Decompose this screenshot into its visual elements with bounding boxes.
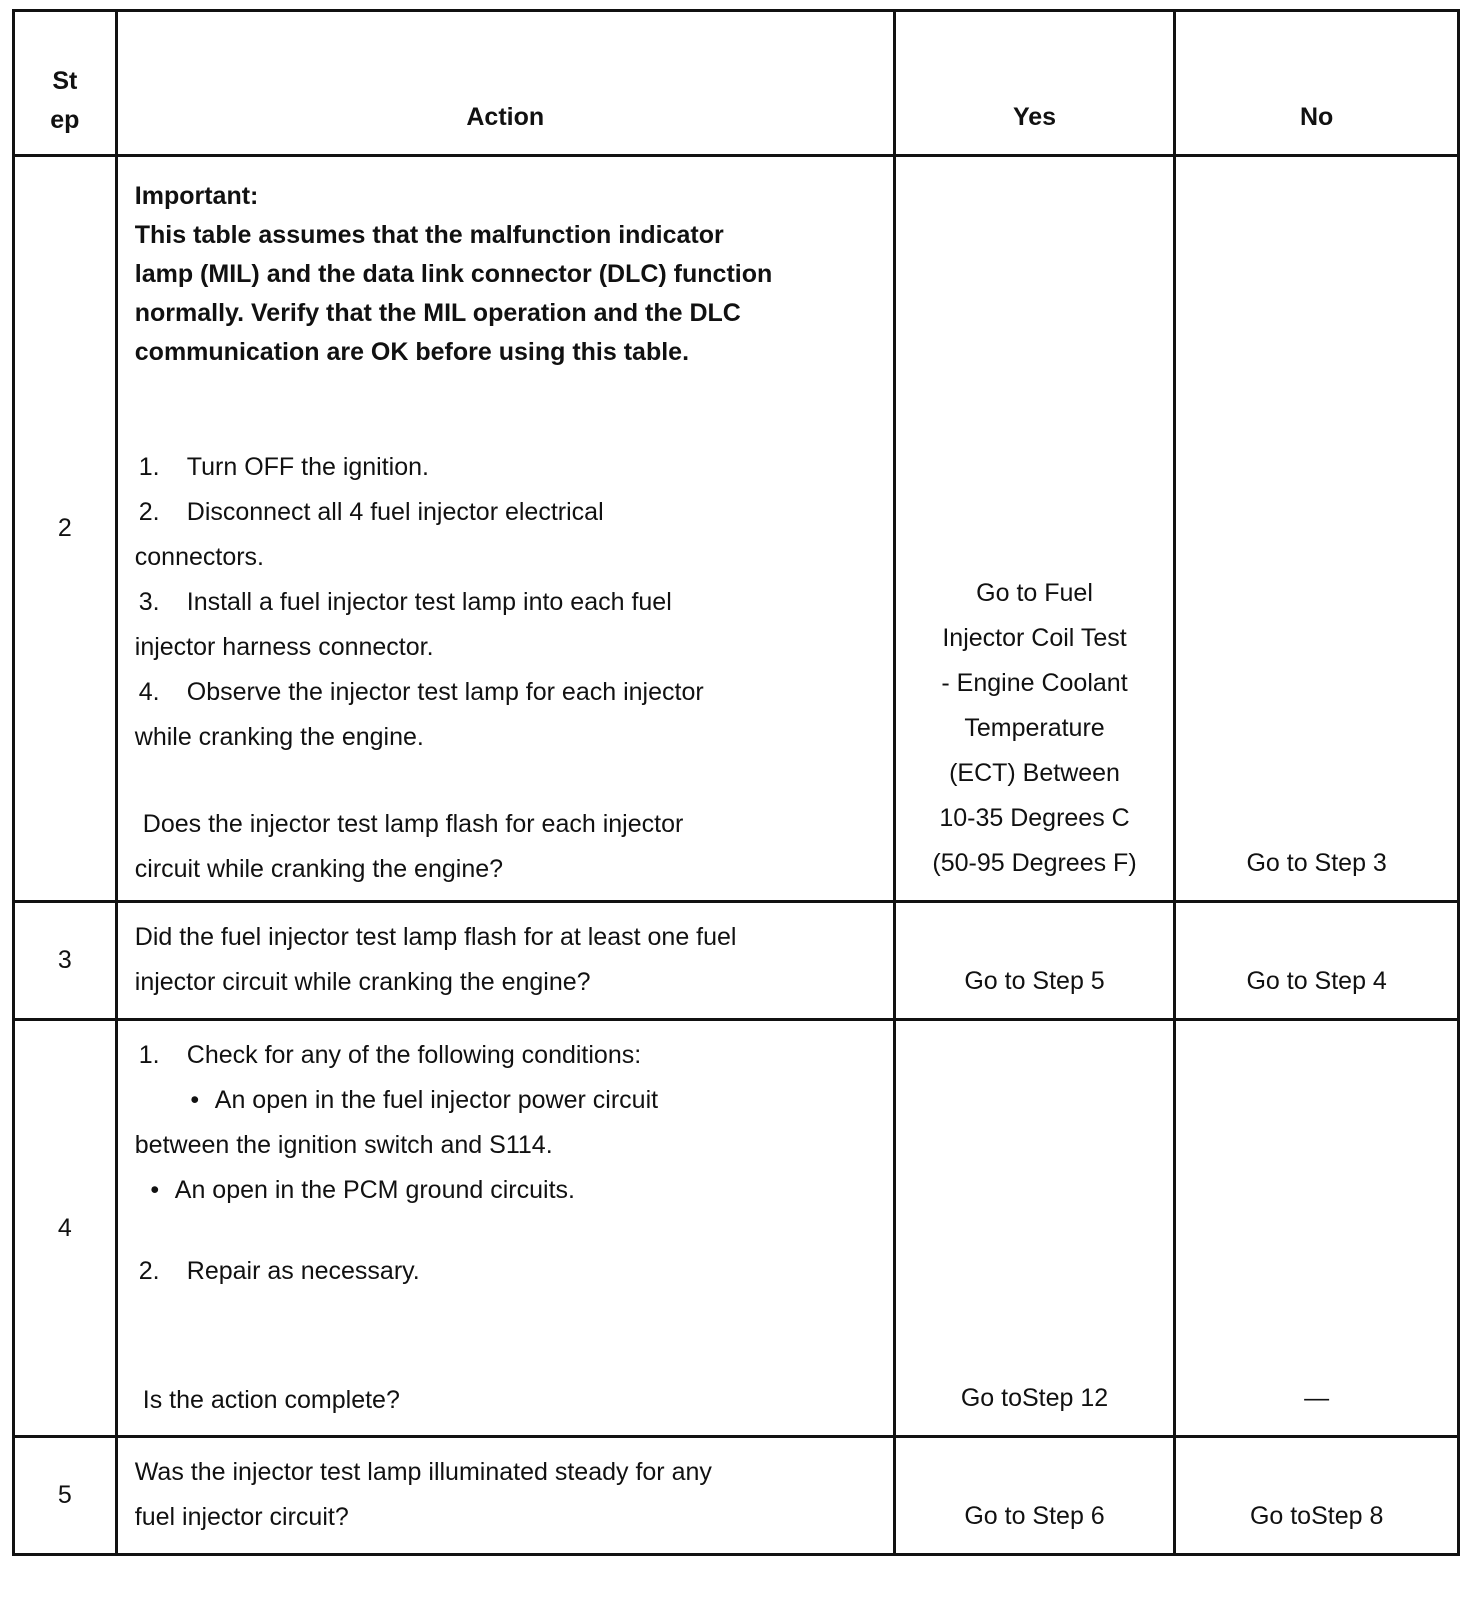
no-cell: Go to Step 4 — [1175, 902, 1459, 1020]
diagnostic-table — [12, 9, 1460, 1556]
important-note — [135, 157, 879, 372]
step-number: 5 — [14, 1437, 117, 1555]
question-line: injector circuit while cranking the engine? — [134, 968, 591, 996]
question-line: Did the fuel injector test lamp flash for at least one fuel — [134, 923, 737, 951]
step-number: 3 — [14, 902, 117, 1020]
list-item-cont: injector harness connector. — [134, 633, 434, 661]
procedure-list — [135, 445, 879, 760]
important-line: normally. Verify that the MIL operation and the DLC — [134, 299, 741, 327]
question: Is the action complete? — [142, 1386, 400, 1414]
list-item-cont: while cranking the engine. — [134, 723, 424, 751]
table-row-step-4 — [14, 1020, 1459, 1437]
table-row-step-5 — [14, 1437, 1459, 1555]
header-step-line1: St — [52, 67, 78, 95]
yes-line: (ECT) Between — [949, 759, 1120, 787]
header-step-line2: ep — [50, 106, 80, 134]
action-cell — [116, 902, 894, 1020]
yes-line: - Engine Coolant — [941, 669, 1128, 697]
header-step — [14, 11, 117, 156]
list-item: 3. Install a fuel injector test lamp into each fuel — [138, 588, 672, 616]
question-line: fuel injector circuit? — [134, 1503, 349, 1531]
question-line: Was the injector test lamp illuminated steady for any — [134, 1458, 712, 1486]
bullet-item: • An open in the PCM ground circuits. — [150, 1176, 575, 1204]
yes-line: 10-35 Degrees C — [939, 804, 1130, 832]
bullet-item: • An open in the fuel injector power circuit — [190, 1086, 659, 1114]
action-cell — [116, 156, 894, 902]
question-line: circuit while cranking the engine? — [134, 855, 504, 883]
yes-line: Injector Coil Test — [942, 624, 1127, 652]
yes-cell: Go to Step 6 — [894, 1437, 1175, 1555]
list-item: 4. Observe the injector test lamp for each injector — [138, 678, 704, 706]
step-number: 2 — [14, 156, 117, 902]
no-cell: — — [1175, 1020, 1459, 1437]
list-item: 1. Check for any of the following conditions: — [138, 1041, 642, 1069]
important-title: Important: — [134, 182, 259, 210]
action-cell — [116, 1437, 894, 1555]
question-line: Does the injector test lamp flash for each injector — [142, 810, 684, 838]
yes-cell — [894, 156, 1175, 902]
no-cell: Go toStep 8 — [1175, 1437, 1459, 1555]
yes-cell: Go toStep 12 — [894, 1020, 1175, 1437]
header-no: No — [1175, 11, 1459, 156]
list-item: 1. Turn OFF the ignition. — [138, 453, 429, 481]
header-action: Action — [116, 11, 894, 156]
question — [135, 802, 879, 892]
list-item: 2. Disconnect all 4 fuel injector electrical — [138, 498, 604, 526]
list-item: 2. Repair as necessary. — [138, 1257, 420, 1285]
yes-line: (50-95 Degrees F) — [932, 849, 1137, 877]
important-line: This table assumes that the malfunction indicator — [134, 221, 724, 249]
header-yes: Yes — [894, 11, 1175, 156]
bullet-item-cont: between the ignition switch and S114. — [134, 1131, 553, 1159]
list-item-cont: connectors. — [134, 543, 265, 571]
no-cell: Go to Step 3 — [1175, 156, 1459, 902]
table-row-step-3 — [14, 902, 1459, 1020]
step-number: 4 — [14, 1020, 117, 1437]
action-cell — [116, 1020, 894, 1437]
table-row-step-2 — [14, 156, 1459, 902]
header-row — [14, 11, 1459, 156]
important-line: communication are OK before using this table. — [134, 338, 690, 366]
important-line: lamp (MIL) and the data link connector (DLC) function — [134, 260, 773, 288]
yes-line: Temperature — [964, 714, 1105, 742]
yes-line: Go to Fuel — [976, 579, 1093, 607]
yes-cell: Go to Step 5 — [894, 902, 1175, 1020]
